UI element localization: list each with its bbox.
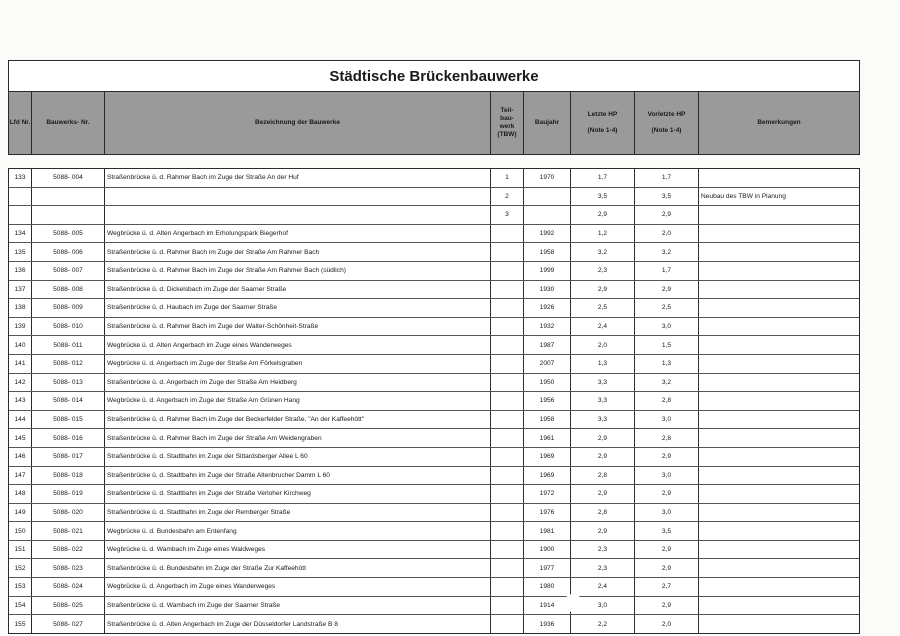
bezeichnung-cell: Straßenbrücke ü. d. Angerbach im Zuge der Straße Am Heidberg [105,374,491,392]
bauwerks-nr-cell: 5088- 005 [32,225,105,243]
lfd-nr-cell: 146 [9,448,32,466]
bezeichnung-cell: Straßenbrücke ü. d. Rahmer Bach im Zuge der Beckerfelder Straße, "An der Kaffeehött" [105,411,491,429]
bemerkungen-cell [699,206,859,224]
teilbauwerk-cell [491,615,524,633]
table-row [9,355,859,374]
bauwerks-nr-cell: 5088- 024 [32,578,105,596]
teilbauwerk-cell [491,429,524,447]
bemerkungen-cell [699,225,859,243]
lfd-nr-cell: 141 [9,355,32,373]
lfd-nr-cell: 135 [9,243,32,261]
bemerkungen-cell [699,615,859,633]
bemerkungen-cell [699,467,859,485]
vorletzte-hp-cell: 2,9 [635,206,699,224]
bauwerks-nr-cell: 5088- 017 [32,448,105,466]
lfd-nr-cell: 144 [9,411,32,429]
bemerkungen-cell [699,374,859,392]
bemerkungen-cell [699,281,859,299]
lfd-nr-cell [9,206,32,224]
lfd-nr-cell: 133 [9,169,32,187]
bauwerks-nr-cell: 5088- 004 [32,169,105,187]
teilbauwerk-cell [491,559,524,577]
bridge-table [8,168,860,634]
teilbauwerk-cell [491,485,524,503]
lfd-nr-cell: 153 [9,578,32,596]
table-row [9,615,859,633]
bemerkungen-cell [699,243,859,261]
letzte-hp-cell: 3,3 [571,374,635,392]
bezeichnung-cell: Wegbrücke ü. d. Wambach im Zuge eines Waldweges [105,541,491,559]
baujahr-cell: 2007 [524,355,571,373]
letzte-hp-cell: 2,9 [571,429,635,447]
bemerkungen-cell [699,448,859,466]
baujahr-cell: 1926 [524,299,571,317]
teilbauwerk-cell [491,467,524,485]
bauwerks-nr-cell: 5088- 027 [32,615,105,633]
bezeichnung-cell: Straßenbrücke ü. d. Rahmer Bach im Zuge der Straße Am Weidengraben [105,429,491,447]
bezeichnung-cell: Straßenbrücke ü. d. Rahmer Bach im Zuge der Straße Am Rahmer Bach [105,243,491,261]
baujahr-cell: 1987 [524,336,571,354]
baujahr-cell: 1900 [524,541,571,559]
letzte-hp-cell: 2,9 [571,485,635,503]
table-header [8,60,860,155]
lfd-nr-cell: 139 [9,318,32,336]
teilbauwerk-cell [491,299,524,317]
vorletzte-hp-cell: 2,8 [635,392,699,410]
letzte-hp-cell: 2,9 [571,281,635,299]
teilbauwerk-cell [491,374,524,392]
baujahr-cell: 1999 [524,262,571,280]
lfd-nr-cell: 134 [9,225,32,243]
vorletzte-hp-cell: 2,9 [635,541,699,559]
vorletzte-hp-cell: 3,0 [635,318,699,336]
baujahr-cell [524,188,571,206]
vorletzte-hp-cell: 3,0 [635,467,699,485]
baujahr-cell: 1981 [524,522,571,540]
lfd-nr-cell: 136 [9,262,32,280]
lfd-nr-cell: 137 [9,281,32,299]
bauwerks-nr-cell: 5088- 019 [32,485,105,503]
vorletzte-hp-cell: 2,9 [635,559,699,577]
bauwerks-nr-cell: 5088- 016 [32,429,105,447]
table-row [9,485,859,504]
lfd-nr-cell: 140 [9,336,32,354]
table-row [9,467,859,486]
teilbauwerk-cell [491,411,524,429]
teilbauwerk-cell [491,448,524,466]
bezeichnung-cell: Straßenbrücke ü. d. Alten Angerbach im Zuge der Düsseldorfer Landstraße B 8 [105,615,491,633]
table-row [9,392,859,411]
letzte-hp-cell: 2,5 [571,299,635,317]
vorletzte-hp-cell: 2,9 [635,448,699,466]
baujahr-cell: 1977 [524,559,571,577]
bemerkungen-cell [699,578,859,596]
table-row [9,597,859,616]
vorletzte-hp-cell: 3,0 [635,411,699,429]
col-header-bemerkungen: Bemerkungen [757,118,801,126]
vorletzte-hp-cell: 3,5 [635,522,699,540]
bauwerks-nr-cell: 5088- 022 [32,541,105,559]
bemerkungen-cell [699,541,859,559]
lfd-nr-cell: 151 [9,541,32,559]
lfd-nr-cell: 150 [9,522,32,540]
baujahr-cell [524,206,571,224]
teilbauwerk-cell [491,281,524,299]
lfd-nr-cell: 145 [9,429,32,447]
table-row [9,448,859,467]
baujahr-cell: 1950 [524,374,571,392]
letzte-hp-cell: 2,9 [571,206,635,224]
bauwerks-nr-cell [32,206,105,224]
baujahr-cell: 1956 [524,392,571,410]
bezeichnung-cell: Straßenbrücke ü. d. Stadtbahn im Zuge der Sittardsberger Allee L 60 [105,448,491,466]
lfd-nr-cell [9,188,32,206]
baujahr-cell: 1970 [524,169,571,187]
bemerkungen-cell [699,169,859,187]
letzte-hp-cell: 2,4 [571,578,635,596]
bauwerks-nr-cell: 5088- 015 [32,411,105,429]
letzte-hp-cell: 2,3 [571,541,635,559]
vorletzte-hp-cell: 2,5 [635,299,699,317]
bezeichnung-cell: Wegbrücke ü. d. Alten Angerbach im Zuge eines Wanderweges [105,336,491,354]
teilbauwerk-cell [491,541,524,559]
baujahr-cell: 1980 [524,578,571,596]
vorletzte-hp-cell: 1,5 [635,336,699,354]
bemerkungen-cell [699,355,859,373]
table-row [9,541,859,560]
bezeichnung-cell: Straßenbrücke ü. d. Dickelsbach im Zuge der Saarner Straße [105,281,491,299]
scan-artifact [564,594,582,612]
bauwerks-nr-cell: 5088- 006 [32,243,105,261]
bauwerks-nr-cell: 5088- 010 [32,318,105,336]
baujahr-cell: 1961 [524,429,571,447]
baujahr-cell: 1972 [524,485,571,503]
teilbauwerk-cell [491,578,524,596]
letzte-hp-cell: 2,9 [571,522,635,540]
bauwerks-nr-cell: 5088- 025 [32,597,105,615]
table-row [9,504,859,523]
baujahr-cell: 1914 [524,597,571,615]
bemerkungen-cell [699,522,859,540]
teilbauwerk-cell [491,355,524,373]
col-header-baujahr: Baujahr [524,92,571,154]
baujahr-cell: 1992 [524,225,571,243]
vorletzte-hp-cell: 1,3 [635,355,699,373]
bezeichnung-cell: Straßenbrücke ü. d. Haubach im Zuge der Saarner Straße [105,299,491,317]
vorletzte-hp-cell: 2,0 [635,615,699,633]
bemerkungen-cell [699,429,859,447]
teilbauwerk-cell [491,243,524,261]
teilbauwerk-cell [491,522,524,540]
col-header-bauwerks-nr: Bauwerks- Nr. [32,92,105,154]
bemerkungen-cell [699,318,859,336]
vorletzte-hp-cell: 2,0 [635,225,699,243]
table-row [9,318,859,337]
vorletzte-hp-cell: 3,0 [635,504,699,522]
bemerkungen-cell [699,597,859,615]
letzte-hp-cell: 3,2 [571,243,635,261]
letzte-hp-cell: 3,3 [571,392,635,410]
lfd-nr-cell: 154 [9,597,32,615]
table-row [9,281,859,300]
teilbauwerk-cell: 2 [491,188,524,206]
column-headers [9,92,859,154]
bemerkungen-cell [699,411,859,429]
letzte-hp-cell: 2,0 [571,336,635,354]
teilbauwerk-cell [491,318,524,336]
letzte-hp-cell: 1,2 [571,225,635,243]
vorletzte-hp-cell: 2,9 [635,485,699,503]
lfd-nr-cell: 148 [9,485,32,503]
bemerkungen-cell [699,559,859,577]
lfd-nr-cell: 147 [9,467,32,485]
bauwerks-nr-cell: 5088- 014 [32,392,105,410]
bauwerks-nr-cell: 5088- 009 [32,299,105,317]
lfd-nr-cell: 149 [9,504,32,522]
letzte-hp-cell: 1,7 [571,169,635,187]
bezeichnung-cell: Wegbrücke ü. d. Angerbach im Zuge der Straße Am Förkelsgraben [105,355,491,373]
col-header-teilbauwerk: Teil- bau- werk (TBW) [491,92,524,154]
vorletzte-hp-cell: 1,7 [635,262,699,280]
bezeichnung-cell: Wegbrücke ü. d. Alten Angerbach im Erholungspark Biegerhof [105,225,491,243]
table-row [9,374,859,393]
vorletzte-hp-cell: 2,9 [635,597,699,615]
teilbauwerk-cell [491,392,524,410]
vorletzte-hp-cell: 2,8 [635,429,699,447]
bezeichnung-cell: Straßenbrücke ü. d. Stadtbahn im Zuge der Remberger Straße [105,504,491,522]
bauwerks-nr-cell: 5088- 012 [32,355,105,373]
bemerkungen-cell: Neubau des TBW in Planung [701,192,786,200]
col-header-vorletzte-hp: Vorletzte HP (Note 1-4) [635,92,699,154]
bezeichnung-cell [105,188,491,206]
letzte-hp-cell: 2,3 [571,559,635,577]
baujahr-cell: 1969 [524,467,571,485]
teilbauwerk-cell [491,597,524,615]
table-row [9,206,859,225]
baujahr-cell: 1958 [524,411,571,429]
vorletzte-hp-cell: 1,7 [635,169,699,187]
col-header-letzte-hp: Letzte HP (Note 1-4) [571,92,635,154]
bemerkungen-cell [699,485,859,503]
vorletzte-hp-cell: 2,7 [635,578,699,596]
table-row [9,169,859,188]
teilbauwerk-cell [491,504,524,522]
col-header-bezeichnung: Bezeichnung der Bauwerke [105,92,491,154]
bemerkungen-cell [699,392,859,410]
bauwerks-nr-cell: 5088- 018 [32,467,105,485]
table-row [9,522,859,541]
table-row [9,243,859,262]
table-row [9,188,859,207]
baujahr-cell: 1969 [524,448,571,466]
lfd-nr-cell: 143 [9,392,32,410]
lfd-nr-cell: 155 [9,615,32,633]
bezeichnung-cell: Straßenbrücke ü. d. Rahmer Bach im Zuge der Straße Am Rahmer Bach (südlich) [105,262,491,280]
bezeichnung-cell: Straßenbrücke ü. d. Bundesbahn im Zuge der Straße Zur Kaffeehött [105,559,491,577]
teilbauwerk-cell: 1 [491,169,524,187]
bezeichnung-cell: Straßenbrücke ü. d. Stadtbahn im Zuge der Straße Verloher Kirchweg [105,485,491,503]
lfd-nr-cell: 152 [9,559,32,577]
table-row [9,411,859,430]
bauwerks-nr-cell: 5088- 011 [32,336,105,354]
page-title: Städtische Brückenbauwerke [9,61,859,92]
bezeichnung-cell: Wegbrücke ü. d. Bundesbahn am Entenfang [105,522,491,540]
bezeichnung-cell: Wegbrücke ü. d. Angerbach im Zuge der Straße Am Grünen Hang [105,392,491,410]
bezeichnung-cell [105,206,491,224]
lfd-nr-cell: 142 [9,374,32,392]
letzte-hp-cell: 3,0 [571,597,635,615]
baujahr-cell: 1930 [524,281,571,299]
bauwerks-nr-cell: 5088- 020 [32,504,105,522]
baujahr-cell: 1932 [524,318,571,336]
vorletzte-hp-cell: 3,5 [635,188,699,206]
table-row [9,336,859,355]
bezeichnung-cell: Straßenbrücke ü. d. Rahmer Bach im Zuge der Walter-Schönheit-Straße [105,318,491,336]
bezeichnung-cell: Straßenbrücke ü. d. Rahmer Bach im Zuge der Straße An der Huf [105,169,491,187]
bemerkungen-cell [699,504,859,522]
table-row [9,578,859,597]
bezeichnung-cell: Straßenbrücke ü. d. Wambach im Zuge der Saarner Straße [105,597,491,615]
letzte-hp-cell: 3,3 [571,411,635,429]
bemerkungen-cell [699,262,859,280]
letzte-hp-cell: 2,3 [571,262,635,280]
bezeichnung-cell: Straßenbrücke ü. d. Stadtbahn im Zuge der Straße Altenbrucher Damm L 60 [105,467,491,485]
vorletzte-hp-cell: 2,9 [635,281,699,299]
letzte-hp-cell: 2,9 [571,448,635,466]
col-header-lfd-nr: Lfd Nr. [9,92,32,154]
bauwerks-nr-cell: 5088- 021 [32,522,105,540]
letzte-hp-cell: 2,8 [571,504,635,522]
table-row [9,262,859,281]
baujahr-cell: 1936 [524,615,571,633]
letzte-hp-cell: 2,2 [571,615,635,633]
bauwerks-nr-cell: 5088- 023 [32,559,105,577]
letzte-hp-cell: 3,5 [571,188,635,206]
lfd-nr-cell: 138 [9,299,32,317]
table-row [9,225,859,244]
bauwerks-nr-cell: 5088- 013 [32,374,105,392]
bemerkungen-cell [699,336,859,354]
baujahr-cell: 1976 [524,504,571,522]
table-row [9,429,859,448]
letzte-hp-cell: 2,4 [571,318,635,336]
teilbauwerk-cell [491,225,524,243]
teilbauwerk-cell: 3 [491,206,524,224]
table-row [9,559,859,578]
teilbauwerk-cell [491,336,524,354]
bauwerks-nr-cell: 5088- 008 [32,281,105,299]
bauwerks-nr-cell [32,188,105,206]
vorletzte-hp-cell: 3,2 [635,243,699,261]
baujahr-cell: 1958 [524,243,571,261]
bauwerks-nr-cell: 5088- 007 [32,262,105,280]
table-row [9,299,859,318]
bezeichnung-cell: Wegbrücke ü. d. Angerbach im Zuge eines Wanderweges [105,578,491,596]
letzte-hp-cell: 1,3 [571,355,635,373]
bemerkungen-cell [699,299,859,317]
teilbauwerk-cell [491,262,524,280]
vorletzte-hp-cell: 3,2 [635,374,699,392]
letzte-hp-cell: 2,8 [571,467,635,485]
